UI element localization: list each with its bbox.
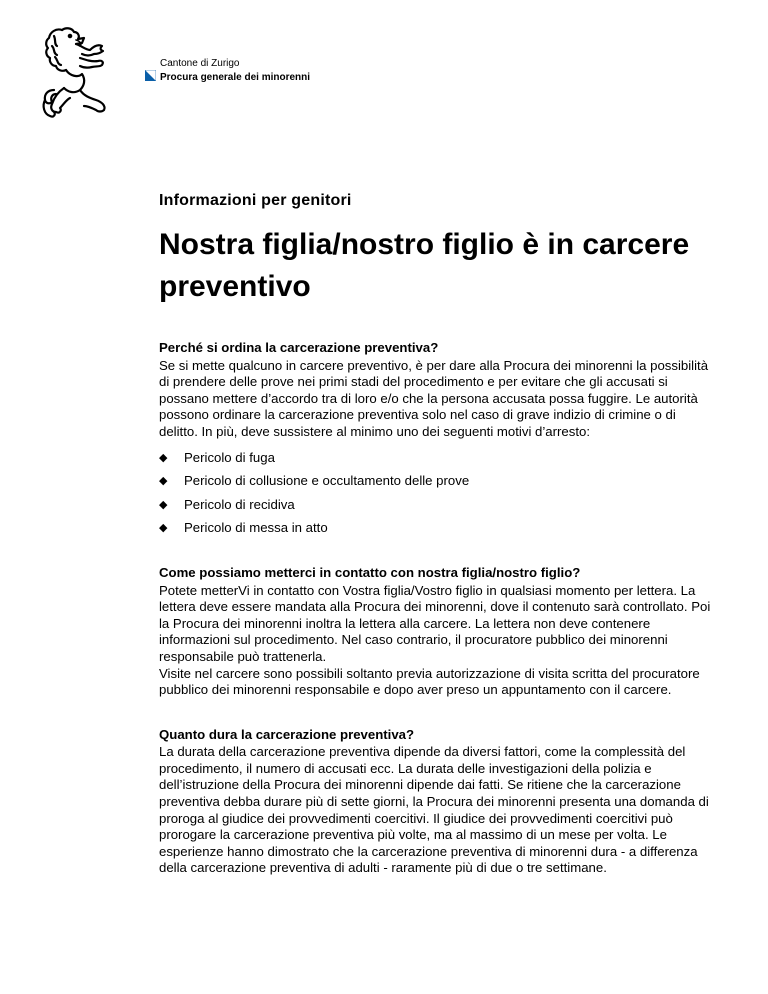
diamond-bullet-icon: ◆ bbox=[159, 475, 168, 488]
document-subtitle: Informazioni per genitori bbox=[159, 192, 352, 209]
section-paragraph: Visite nel carcere sono possibili soltanto previa autorizzazione di visita scritta del procuratore pubblico dei minorenni responsabile e dopo aver preso un appuntamento con il carcere. bbox=[159, 665, 700, 698]
section-detention-reasons bbox=[159, 340, 715, 537]
list-item bbox=[159, 497, 715, 514]
bullet-list bbox=[159, 450, 715, 537]
list-item-text: Pericolo di collusione e occultamento delle prove bbox=[184, 473, 470, 489]
zurich-lion-icon bbox=[40, 24, 116, 122]
list-item-text: Pericolo di messa in atto bbox=[184, 520, 328, 536]
office-name: Procura generale dei minorenni bbox=[160, 72, 311, 83]
list-item bbox=[159, 450, 715, 467]
sections bbox=[159, 340, 715, 905]
header bbox=[160, 57, 310, 85]
zurich-flag-icon bbox=[145, 70, 156, 81]
list-item bbox=[159, 520, 715, 537]
section-contact bbox=[159, 565, 715, 699]
section-duration bbox=[159, 727, 715, 877]
section-heading: Come possiamo metterci in contatto con nostra figlia/nostro figlio? bbox=[159, 564, 581, 580]
section-paragraph: Se si mette qualcuno in carcere preventivo, è per dare alla Procura dei minorenni la possibilità di prendere delle prove nei primi stadi del procedimento e per evitare che gli accusati si possano mettere d’accordo tra di loro e/o che la persona accusata possa fuggire. Le autorità possono ordinare la carcerazione preventiva solo nel caso di grave indizio di crimine o di delitto. In più, deve sussistere al minimo uno dei seguenti motivi d’arresto: bbox=[159, 357, 709, 439]
section-paragraph: La durata della carcerazione preventiva dipende da diversi fattori, come la complessità del procedimento, il numero di accusati ecc. La durata delle investigazioni della polizia e dell’istruzione della Procura dei minorenni dipende dai fatti. Se ritiene che la carcerazione preventiva debba durare più di sette giorni, la Procura dei minorenni presenta una domanda di proroga al giudice dei provvedimenti coercitivi. Il giudice dei provvedimenti coercitivi può prorogare la carcerazione preventiva più volte, ma al massimo di un mese per volta. Le esperienze hanno dimostrato che la carcerazione preventiva di minorenni dura - a differenza della carcerazione preventiva di adulti - raramente più di due o tre settimane. bbox=[159, 744, 709, 876]
document-title: Nostra figlia/nostro figlio è in carcere preventivo bbox=[159, 228, 690, 303]
section-heading: Perché si ordina la carcerazione preventiva? bbox=[159, 340, 439, 355]
list-item bbox=[159, 473, 715, 490]
diamond-bullet-icon: ◆ bbox=[159, 451, 168, 464]
list-item-text: Pericolo di recidiva bbox=[184, 496, 295, 512]
section-heading: Quanto dura la carcerazione preventiva? bbox=[159, 726, 415, 742]
section-paragraph: Potete metterVi in contatto con Vostra figlia/Vostro figlio in qualsiasi momento per lettera. La lettera deve essere mandata alla Procura dei minorenni, dove il contenuto sarà controllato. Poi la Procura dei minorenni inoltra la lettera alla carcere. La lettera non deve contenere informazioni sul procedimento. Nel caso contrario, il procuratore pubblico dei minorenni responsabile può trattenerla. bbox=[159, 582, 711, 664]
canton-name: Cantone di Zurigo bbox=[160, 58, 240, 69]
list-item-text: Pericolo di fuga bbox=[184, 449, 275, 465]
diamond-bullet-icon: ◆ bbox=[159, 498, 168, 511]
diamond-bullet-icon: ◆ bbox=[159, 522, 168, 535]
